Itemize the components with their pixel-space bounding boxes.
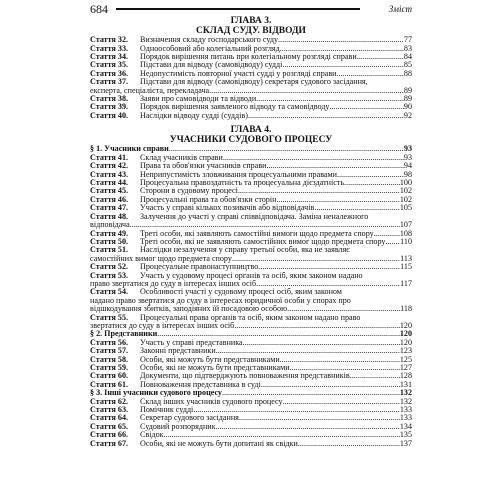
article-title-text: Особи, які не можуть бути допитані як свідки [140,439,298,448]
article-title-text: експерта, спеціаліста, перекладача [90,86,210,95]
toc-entry-line [90,36,412,44]
toc-entry[interactable] [90,36,412,44]
article-label: Стаття 34. [90,52,129,61]
article-label: Стаття 42. [90,161,129,171]
article-label: Стаття 39. [90,102,129,112]
article-label: Стаття 62. [90,396,129,406]
page-ref: 89 [403,85,412,95]
toc-entry[interactable] [90,347,412,355]
article-label: Стаття 49. [90,228,129,238]
article-title-text: відповідача [90,221,130,230]
toc-entry-line [90,230,412,238]
toc-entry-continuation [90,255,412,263]
page-ref: 117 [400,278,412,288]
page-ref: 137 [399,438,412,448]
page-ref: 123 [399,346,412,356]
toc-entry-line [90,263,412,271]
dot-leader [232,255,400,263]
toc-entry[interactable] [90,423,412,431]
page-ref: 89 [403,94,412,104]
page-ref: 113 [400,253,412,263]
toc-entry-line [90,154,412,162]
page-ref: 120 [399,320,412,330]
toc-entry[interactable] [90,246,412,263]
chapter-4-title: ГЛАВА 4. [230,125,272,136]
dot-leader [287,305,400,313]
toc-entry-line [90,103,412,111]
article-title-text: Порядок вирішення заявленого відводу та самовідводу [140,103,330,112]
toc-entry-line [90,372,412,380]
article-title-text: Наслідки незалучення у справу третьої особи, яка не заявляє [140,246,350,255]
dot-leader [216,347,400,355]
toc-entry[interactable] [90,238,412,246]
toc-entry[interactable] [90,162,412,170]
article-title-text: Участь у судовому процесі органів та осіб, яким законом надано [140,271,363,280]
toc-entry-line [90,431,412,439]
article-title-text: Судовий розпорядник [140,422,216,431]
dot-leader [314,204,400,212]
page-ref: 131 [399,379,412,389]
article-title-text: Особливості участі у судовому процесі осіб, яким законом [140,288,342,297]
dot-leader [209,87,404,95]
page-ref: 128 [399,371,412,381]
article-label: Стаття 51. [90,245,129,255]
article-title-text: Наслідки відводу судді (суддів) [140,111,248,120]
dot-leader [234,322,400,330]
toc-entry[interactable] [90,372,412,380]
page-ref: 125 [399,354,412,364]
article-label: Стаття 59. [90,363,129,372]
dot-leader [329,103,403,111]
article-label: Стаття 47. [90,203,129,213]
article-title-text: Документи, що підтверджують повноваження представників [140,372,350,381]
table-of-contents [90,17,412,448]
toc-entry[interactable] [90,406,412,414]
article-label: Стаття 40. [90,110,129,120]
article-title-text: Недопустимість повторної участі судді у розгляді справи [140,69,337,78]
section-heading[interactable] [90,330,412,338]
dot-leader [374,230,400,238]
dot-leader [239,414,400,422]
page-ref: 135 [399,430,412,440]
toc-entry-line [90,272,412,280]
dot-leader [261,381,400,389]
dot-leader [280,356,400,364]
toc-entry-line [90,53,412,61]
toc-entry-line [90,339,412,347]
toc-entry[interactable] [90,414,412,422]
dot-leader [278,36,404,44]
article-label: Стаття 45. [90,186,129,196]
article-title-text: Порядок вирішення питань при колегіальному розгляді справи [140,53,357,61]
page-ref: 84 [403,52,412,61]
page-ref: 92 [403,110,412,120]
dot-leader [169,145,404,153]
running-title: Зміст [388,4,412,14]
article-label: Стаття 38. [90,94,129,104]
toc-entry[interactable] [90,213,412,230]
article-title-text: Особи, які не можуть бути представниками [140,364,290,372]
page-ref: 93 [403,144,412,154]
article-label: Стаття 54. [90,287,129,297]
toc-entry[interactable] [90,179,412,187]
chapter-3-entries [90,36,412,120]
page-ref: 94 [403,161,412,171]
article-label: Стаття 41. [90,152,129,162]
dot-leader [157,330,400,338]
toc-entry[interactable] [90,171,412,179]
article-label: Стаття 55. [90,312,129,322]
toc-entry-line [90,61,412,69]
dot-leader [266,162,403,170]
dot-leader [337,70,404,78]
toc-entry[interactable] [90,204,412,212]
page-ref: 98 [403,169,412,179]
article-title-text: Визначення складу господарського суду [140,36,279,45]
section-heading[interactable] [90,389,412,397]
toc-entry[interactable] [90,364,412,372]
dot-leader [193,406,400,414]
article-label: Стаття 37. [90,77,129,87]
dot-leader [282,61,404,69]
article-label: Стаття 32. [90,35,129,45]
page-ref: 85 [403,60,412,70]
article-title-text: Підстави для відводу (самовідводу) секретаря судового засідання, [140,78,368,87]
page-ref: 110 [400,236,412,246]
dot-leader [283,398,400,406]
toc-entry-line [90,238,412,246]
toc-entry-line [90,78,412,86]
page-ref: 102 [399,194,412,204]
page-ref: 77 [403,35,412,45]
toc-entry-line [90,45,412,53]
dot-leader [357,53,404,61]
toc-entry-line [90,364,412,372]
toc-entry-line [90,414,412,422]
article-title-text: Секретар судового засідання [140,414,239,423]
toc-entry[interactable] [90,431,412,439]
page-ref: 115 [400,262,412,272]
article-title-text: Законні представники [140,347,216,356]
article-title-text: Підстави для відводу (самовідводу) судді [140,61,283,70]
toc-entry[interactable] [90,70,412,78]
article-label: Стаття 61. [90,379,129,389]
article-title-text: Одноособовий або колегіальний розгляд [140,44,280,53]
article-label: Стаття 35. [90,60,129,70]
article-title-text: Склад інших учасників судового процесу [140,397,283,406]
toc-entry[interactable] [90,187,412,195]
toc-entry-line [90,440,412,448]
article-label: Стаття 63. [90,405,129,415]
article-title-text: Участь у справі представника [140,338,243,347]
page-ref: 134 [399,421,412,431]
page-ref: 132 [399,388,412,398]
dot-leader [222,389,400,397]
chapter-3-subtitle: СКЛАД СУДУ. ВІДВОДИ [196,25,306,36]
toc-entry-line [90,171,412,179]
toc-entry[interactable] [90,103,412,111]
toc-entry[interactable] [90,288,412,313]
header-rule [116,8,360,10]
article-label: Стаття 60. [90,371,129,381]
page-ref: 105 [399,203,412,213]
article-title-text: Заяви про самовідводи та відводи [140,95,257,104]
toc-entry[interactable] [90,314,412,331]
dot-leader [337,171,404,179]
toc-entry[interactable] [90,272,412,289]
toc-entry-continuation [90,280,412,288]
toc-entry-continuation [90,221,412,229]
toc-entry[interactable] [90,263,412,271]
article-title-text: самостійних вимог щодо предмета спору [90,254,232,263]
page-ref: 118 [400,304,412,314]
toc-entry[interactable] [90,440,412,448]
article-title-text: Процесуальні права органів та осіб, яким законом надано право [140,313,361,322]
dot-leader [276,196,399,204]
dot-leader [298,440,400,448]
page-ref: 90 [403,102,412,112]
article-title-text: Особи, які можуть бути представниками [140,355,280,364]
article-label: Стаття 64. [90,413,129,423]
toc-entry[interactable] [90,61,412,69]
dot-leader [164,431,400,439]
article-title-text: Треті особи, які заявляють самостійні вимоги щодо предмета спору [140,229,374,238]
chapter-4-subtitle: УЧАСНИКИ СУДОВОГО ПРОЦЕСУ [169,134,333,145]
toc-entry-line [90,196,412,204]
article-label: Стаття 66. [90,430,129,440]
page-ref: 102 [399,186,412,196]
dot-leader [256,280,400,288]
toc-entry[interactable] [90,78,412,95]
chapter-3-title: ГЛАВА 3. [230,16,272,26]
article-label: Стаття 57. [90,346,129,356]
toc-entry-line [90,112,412,120]
toc-entry-line [90,162,412,170]
toc-entry-line [90,246,412,254]
article-title-text: Склад учасників справи [140,153,223,162]
toc-entry-line [90,204,412,212]
article-title-text: Сторони в судовому процесі [140,187,238,196]
dot-leader [290,364,400,372]
toc-entry[interactable] [90,381,412,389]
article-title-text: Неприпустимість зловживання процесуальними правами [140,170,337,179]
toc-entry[interactable] [90,339,412,347]
dot-leader [256,95,404,103]
article-label: Стаття 53. [90,270,129,280]
article-label: Стаття 56. [90,337,129,347]
toc-entry-line [90,179,412,187]
article-title-text: Повноваження представника в суді [140,380,261,389]
toc-entry[interactable] [90,45,412,53]
article-title-text: звертатися до суду в інтересах інших осіб [90,321,235,330]
page-ref: 93 [403,152,412,162]
toc-entry-line [90,347,412,355]
section-title: § 2. Представники [90,329,158,339]
dot-leader [216,423,400,431]
page-ref: 133 [399,413,412,423]
article-title-text: Права та обов'язки учасників справи [140,162,267,171]
toc-entry-line [90,95,412,103]
article-label: Стаття 36. [90,68,129,78]
page-ref: 108 [399,228,412,238]
page-ref: 120 [399,337,412,347]
toc-entry-line [90,423,412,431]
toc-entry-continuation [90,87,412,95]
section-heading[interactable] [90,145,412,153]
toc-entry[interactable] [90,398,412,406]
toc-entry-line [90,356,412,364]
toc-entry-line [90,213,412,221]
article-label: Стаття 46. [90,194,129,204]
toc-entry[interactable] [90,356,412,364]
article-title-text: Свідок [140,431,164,440]
page-ref: 88 [403,68,412,78]
page-ref: 83 [403,43,412,53]
toc-entry-line [90,398,412,406]
article-label: Стаття 43. [90,169,129,179]
article-title-text: Треті особи, які не заявляють самостійних вимог щодо предмета спору [140,237,386,246]
toc-entry[interactable] [90,154,412,162]
dot-leader [350,372,400,380]
toc-entry-continuation [90,322,412,330]
page-ref: 133 [399,405,412,415]
toc-entry-continuation [90,297,412,305]
page-ref: 120 [399,329,412,339]
dot-leader [344,179,400,187]
article-title-text: Процесуальна правоздатність та процесуальна дієздатність [140,179,345,188]
article-title-text: Помічник судді [140,406,194,415]
article-title-text: Участь у справі кількох позивачів або відповідачів [140,204,315,213]
article-label: Стаття 52. [90,262,129,272]
page-ref: 127 [399,363,412,372]
toc-entry-line [90,70,412,78]
article-title-text: надано право звертатися до суду в інтересах юридичної особи у спорах про [90,295,351,305]
toc-entry-continuation [90,305,412,313]
article-title-text: відшкодування збитків, заподіяних їй посадовою особою [90,305,288,314]
article-label: Стаття 33. [90,43,129,53]
dot-leader [280,45,404,53]
page-number: 684 [90,2,108,16]
article-label: Стаття 48. [90,211,129,221]
page-ref: 100 [399,178,412,188]
toc-entry[interactable] [90,112,412,120]
dot-leader [238,187,400,195]
dot-leader [243,339,400,347]
page-ref: 132 [399,396,412,406]
dot-leader [130,221,400,229]
toc-entry-line [90,314,412,322]
article-title-text: Процесуальні права та обов'язки сторін [140,195,277,204]
dot-leader [258,263,400,271]
toc-entry[interactable] [90,230,412,238]
chapter-4-sections [90,145,412,448]
page-ref: 107 [399,220,412,230]
dot-leader [385,238,400,246]
toc-entry-line [90,381,412,389]
page-header [90,2,412,16]
dot-leader [223,154,404,162]
article-title-text: Залучення до участі у справі співвідповідача. Заміна неналежного [140,212,369,221]
toc-entry-line [90,406,412,414]
toc-entry-line [90,187,412,195]
article-label: Стаття 67. [90,438,129,448]
toc-entry[interactable] [90,53,412,61]
section-title: § 1. Учасники справи [90,144,169,154]
article-label: Стаття 50. [90,236,129,246]
article-title-text: право звертатися до суду в інтересах інших осіб [90,279,257,288]
article-label: Стаття 58. [90,354,129,364]
article-label: Стаття 65. [90,421,129,431]
article-title-text: Процесуальне правонаступництво [140,263,259,272]
article-label: Стаття 44. [90,178,129,188]
toc-entry[interactable] [90,196,412,204]
toc-entry[interactable] [90,95,412,103]
section-title: § 3. Інші учасники судового процесу [90,388,222,398]
dot-leader [248,112,404,120]
